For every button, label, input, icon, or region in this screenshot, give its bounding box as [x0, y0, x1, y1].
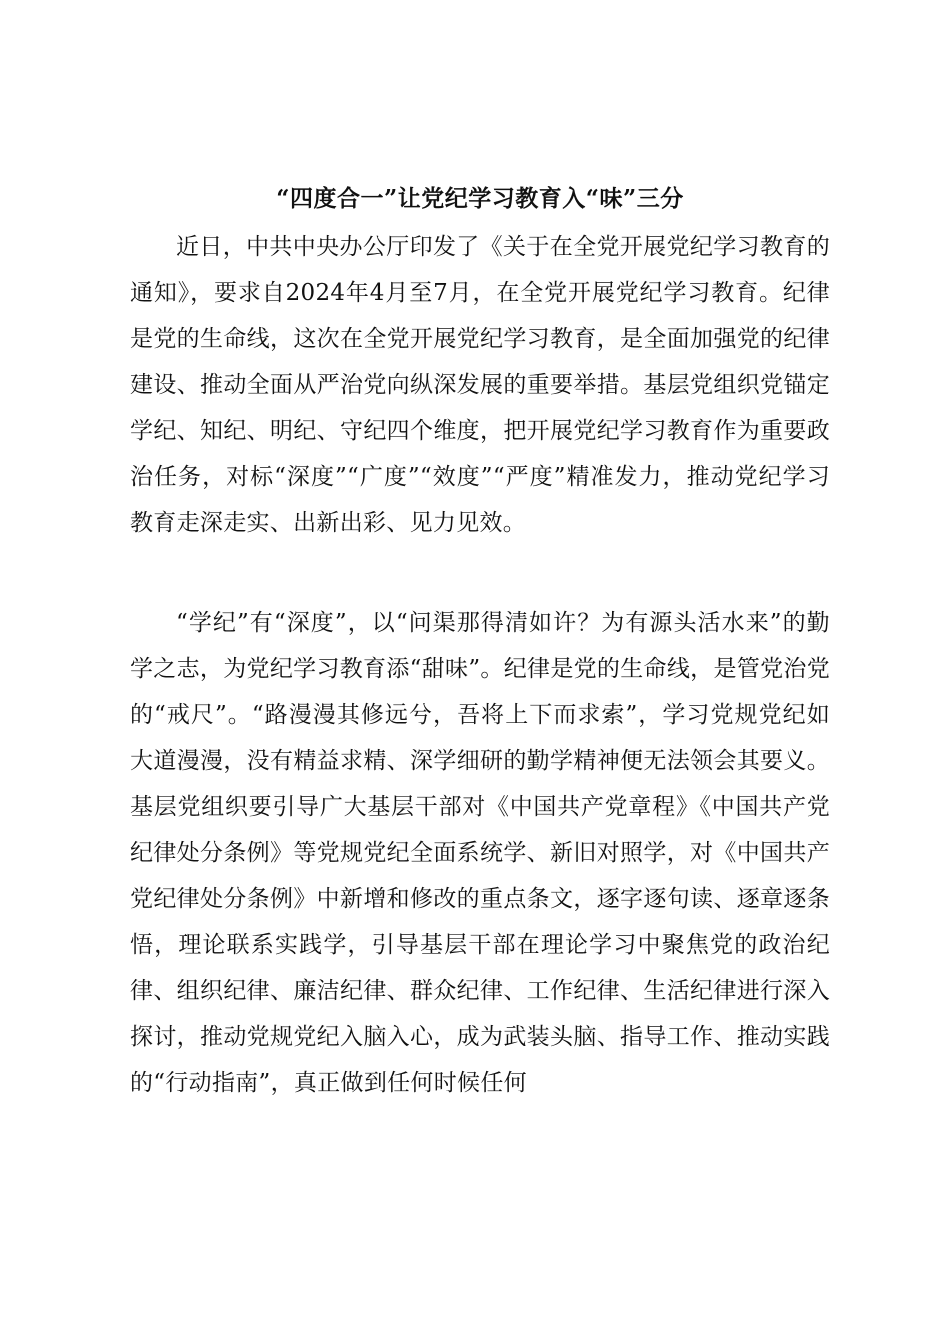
- paragraph-intro: 近日，中共中央办公厅印发了《关于在全党开展党纪学习教育的通知》，要求自2024年4月至7月，在全党开展党纪学习教育。纪律是党的生命线，这次在全党开展党纪学习教育，是全面加强党的纪律建设、推动全面从严治党向纵深发展的重要举措。基层党组织党锚定学纪、知纪、明纪、守纪四个维度，把开展党纪学习教育作为重要政治任务，对标“深度”“广度”“效度”“严度”精准发力，推动党纪学习教育走深走实、出新出彩、见力见效。: [130, 234, 830, 536]
- document-title: “四度合一”让党纪学习教育入“味”三分: [276, 185, 684, 212]
- paragraph-study-depth: “学纪”有“深度”，以“问渠那得清如许？为有源头活水来”的勤学之志，为党纪学习教育添“甜味”。纪律是党的生命线，是管党治党的“戒尺”。“路漫漫其修远兮，吾将上下而求索”，学习党规党纪如大道漫漫，没有精益求精、深学细研的勤学精神便无法领会其要义。基层党组织要引导广大基层干部对《中国共产党章程》《中国共产党纪律处分条例》等党规党纪全面系统学、新旧对照学，对《中国共产党纪律处分条例》中新增和修改的重点条文，逐字逐句读、逐章逐条悟，理论联系实践学，引导基层干部在理论学习中聚焦党的政治纪律、组织纪律、廉洁纪律、群众纪律、工作纪律、生活纪律进行深入探讨，推动党规党纪入脑入心，成为武装头脑、指导工作、推动实践的“行动指南”，真正做到任何时候任何: [130, 610, 830, 1096]
